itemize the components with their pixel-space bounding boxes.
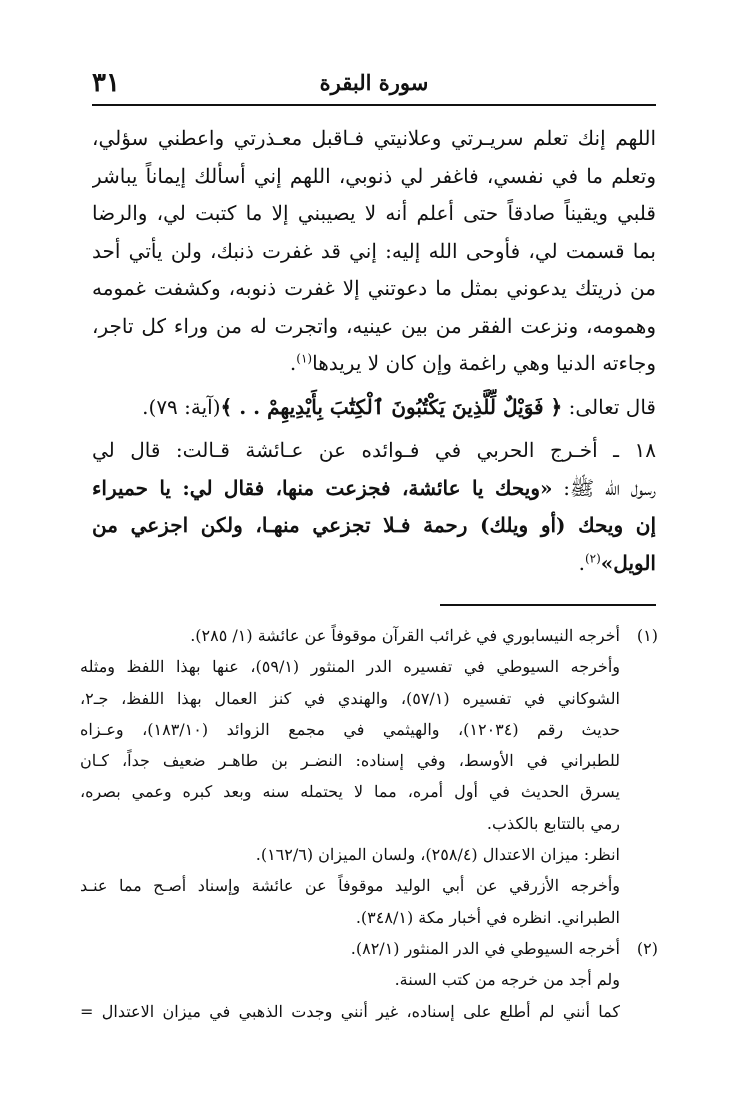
verse-intro: قال تعالى: xyxy=(562,394,656,419)
text-line: إن ويحك (أو ويلك) رحمة فـلا تجزعي منهـا، ولكن اجزعي من xyxy=(92,513,656,537)
page-number: ٣١ xyxy=(92,68,120,98)
text-line: بما قسمت لي، فأوحى الله إليه: إني قد غفرت ذنبك، ولن يأتي أحد xyxy=(92,238,656,263)
footnote-ref: (٢) xyxy=(584,550,601,565)
text-fragment: رسول الله ﷺ: xyxy=(552,475,656,500)
footnote-line: وأخرجه الأزرقي عن أبي الوليد موقوفاً عن عائشة وإسناد أصـح مما عنـد xyxy=(80,876,620,896)
text-line: وتعلم ما في نفسي، فاغفر لي ذنوبي، اللهم إني أسألك إيماناً يباشر xyxy=(92,163,656,188)
footnote-line: الشوكاني في تفسيره (٥٧/١)، والهندي في كنز العمال بهذا اللفظ، جـ٢، xyxy=(80,688,620,708)
header-rule xyxy=(92,104,656,106)
running-title: سورة البقرة xyxy=(319,70,429,95)
footnote-line: انظر: ميزان الاعتدال (٢٥٨/٤)، ولسان الميزان (١٦٢/٦). xyxy=(255,845,620,865)
footnote-line: وأخرجه السيوطي في تفسيره الدر المنثور (٥٩/١)، عنها بهذا اللفظ ومثله xyxy=(80,657,620,677)
hadith-quote: «ويحك يا عائشة، فجزعت منها، فقال لي: يا حميراء xyxy=(92,475,553,500)
footnote-line xyxy=(80,620,658,651)
verse-line xyxy=(92,389,656,427)
text-line xyxy=(92,545,656,583)
text-line xyxy=(92,345,656,383)
quran-verse: ﴿ فَوَيْلٌ لِّلَّذِينَ يَكْتُبُونَ ٱلْكِتَٰبَ بِأَيْدِيهِمْ . . ﴾ xyxy=(220,394,563,419)
footnote-line: للطبراني في الأوسط، وفي إسناده: النضـر بن طاهـر ضعيف جداً، كـان xyxy=(80,751,620,771)
footnote-number: (١) xyxy=(636,626,658,645)
footnote-ref: (١) xyxy=(296,351,313,366)
footnote-line: رمي بالتتابع بالكذب. xyxy=(486,813,620,833)
text-line: اللهم إنك تعلم سريـرتي وعلانيتي فـاقبل معـذرتي واعطني سؤلي، xyxy=(92,126,656,150)
footnote-text: أخرجه النيسابوري في غرائب القرآن موقوفاً عن عائشة (١/ ٢٨٥). xyxy=(190,626,620,645)
footnote-line: الطبراني. انظره في أخبار مكة (٣٤٨/١). xyxy=(355,907,620,927)
text-line xyxy=(92,470,656,508)
footnote-line: يسرق الحديث في أول أمره، مما لا يحتمله سنه وبعد كبره وعمي بصره، xyxy=(80,782,620,802)
hadith-paragraph xyxy=(92,432,656,582)
footnote-number: (٢) xyxy=(636,938,658,958)
footnote-line: ولم أجد من خرجه من كتب السنة. xyxy=(394,970,620,990)
text-line: وهمومه، ونزعت الفقر من بين عينيه، واتجرت له من وراء كل تاجر، xyxy=(92,313,656,338)
footnote-line: حديث رقم (١٢٠٣٤)، والهيثمي في مجمع الزوائد (١٨٣/١٠)، وعـزاه xyxy=(80,719,621,739)
main-text xyxy=(92,120,656,582)
footnote-rule xyxy=(440,604,656,606)
text-line: ١٨ ـ أخـرج الحربي في فـوائده عن عـائشة قـالت: قال لي xyxy=(92,438,656,462)
sentence-end: . xyxy=(578,550,585,575)
footnote-text: أخرجه السيوطي في الدر المنثور (٨٢/١). xyxy=(350,938,620,958)
footnote-line xyxy=(80,933,658,964)
page-header xyxy=(92,66,656,106)
footnotes xyxy=(80,620,658,1027)
sentence-end: . xyxy=(289,351,297,375)
verse-reference: (آية: ٧٩). xyxy=(142,394,221,419)
paragraph-prayer xyxy=(92,120,656,383)
hadith-quote-end: الويل» xyxy=(600,550,656,575)
footnote-line: كما أنني لم أطلع على إسناده، غير أنني وجدت الذهبي في ميزان الاعتدال = xyxy=(80,1001,620,1021)
text-line: من ذريتك يدعوني بمثل ما دعوتني إلا غفرت ذنوبه، وكشفت غمومه xyxy=(92,276,656,300)
text-fragment: وجاءته الدنيا وهي راغمة وإن كان لا يريدها xyxy=(312,351,656,375)
text-line: قلبي ويقيناً صادقاً حتى أعلم أنه لا يصيبني إلا ما كتبت لي، والرضا xyxy=(92,201,656,225)
